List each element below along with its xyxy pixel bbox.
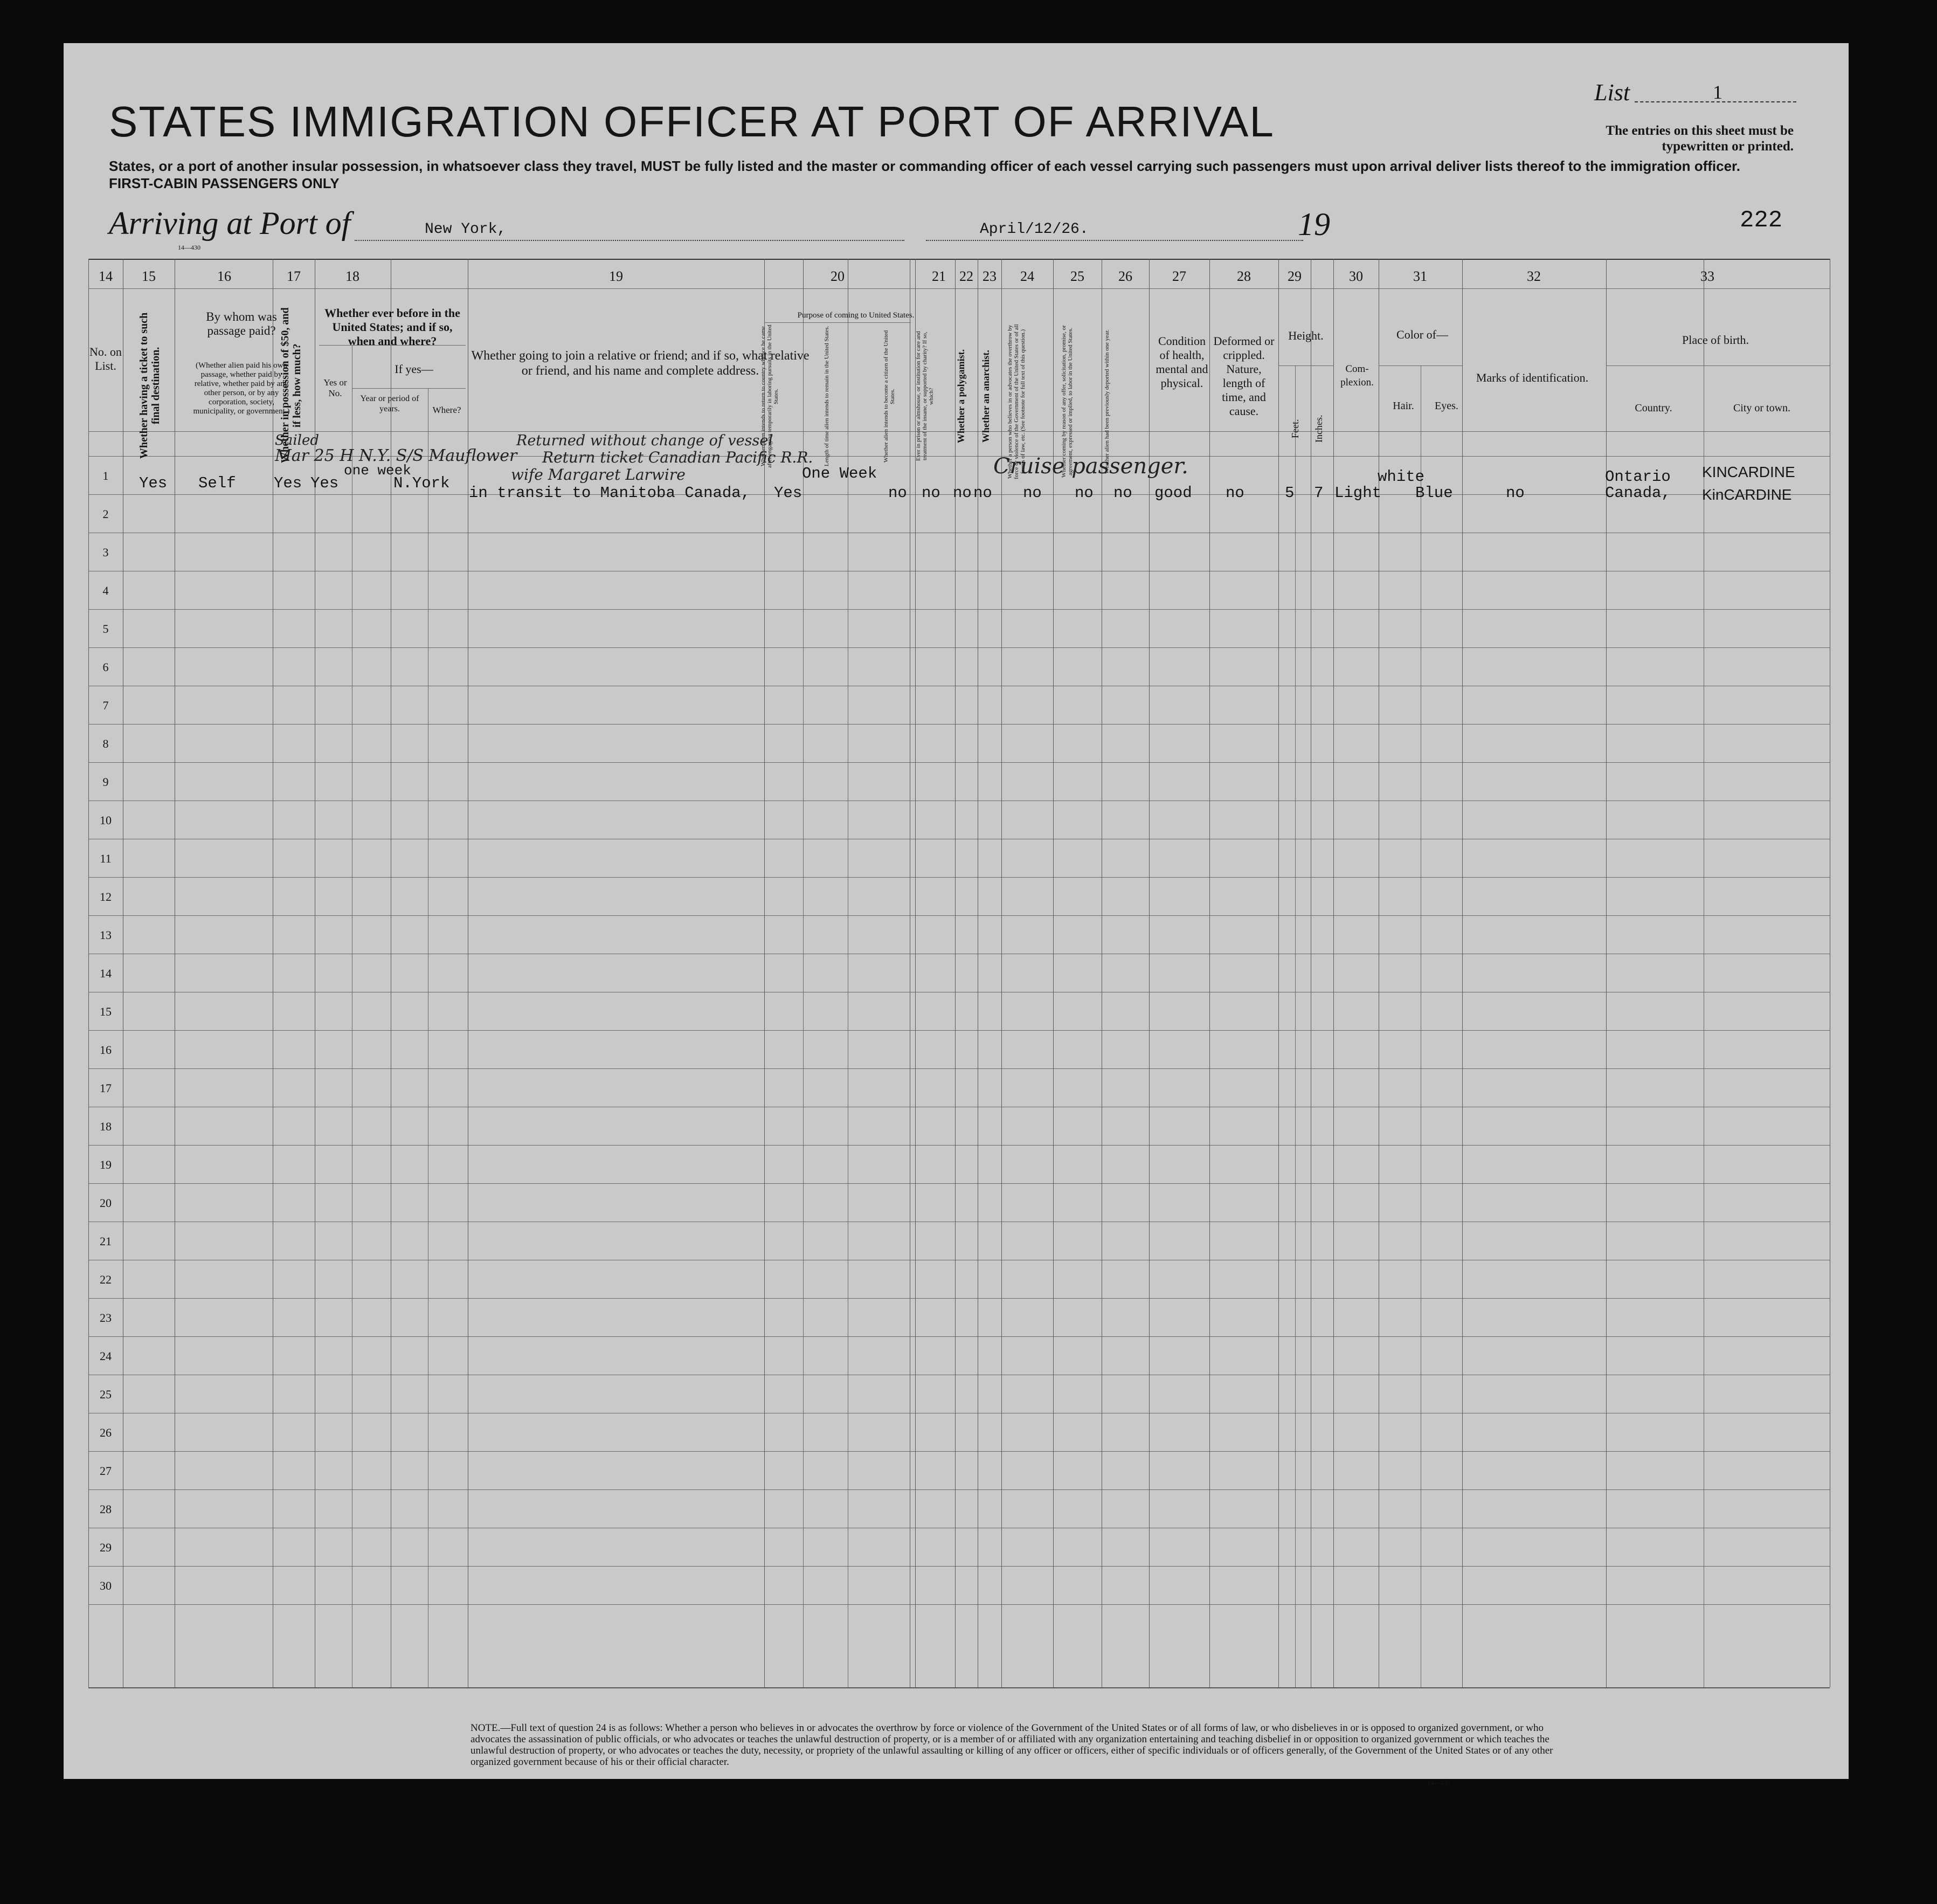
row-number: 25 xyxy=(100,1388,112,1401)
col16-note: (Whether alien paid his own passage, whether paid by relative, whether paid by any other person, or by any corporation, society, municipality, or government.) xyxy=(193,361,290,416)
column-number: 31 xyxy=(1413,268,1427,284)
entry-city-2: KinCARDINE xyxy=(1702,486,1792,503)
entry-paid-by: Self xyxy=(198,474,236,492)
column-rule xyxy=(1209,259,1210,1687)
col29-feet: Feet. xyxy=(1290,419,1300,438)
entry-citizen: no xyxy=(888,484,907,502)
row-rule xyxy=(88,1145,1830,1146)
entry-health: good xyxy=(1154,484,1192,502)
row-rule xyxy=(88,1068,1830,1069)
col33-city: City or town. xyxy=(1733,402,1791,414)
col18-where: Where? xyxy=(432,405,461,415)
row-rule xyxy=(88,915,1830,916)
col20-citizen: Whether alien intends to become a citizen of the United States. xyxy=(883,330,896,463)
entry-return-ticket: Return ticket Canadian Pacific R.R. xyxy=(542,449,813,466)
column-number: 29 xyxy=(1288,268,1302,284)
column-number: 28 xyxy=(1237,268,1251,284)
col32-header: Marks of identification. xyxy=(1476,371,1589,384)
col31-eyes: Eyes. xyxy=(1435,400,1458,412)
col18-year: Year or period of years. xyxy=(360,394,419,413)
entry-offer: no xyxy=(1075,484,1094,502)
col18-year-rule xyxy=(352,388,466,389)
row-rule xyxy=(88,724,1830,725)
row-number: 5 xyxy=(102,622,109,636)
column-number: 23 xyxy=(983,268,997,284)
column-number: 32 xyxy=(1527,268,1541,284)
entry-where: N.York xyxy=(393,474,450,492)
column-rule xyxy=(88,259,89,1687)
col29-inches: Inches. xyxy=(1313,415,1324,443)
column-rule xyxy=(764,259,765,1687)
column-number: 26 xyxy=(1118,268,1132,284)
col29-subrule xyxy=(1278,365,1333,366)
col29-subcol xyxy=(1295,365,1296,1687)
row-rule xyxy=(88,877,1830,878)
row-number: 17 xyxy=(100,1081,112,1095)
column-number: 16 xyxy=(217,268,231,284)
sheet-number: 222 xyxy=(1740,207,1783,234)
row-number: 20 xyxy=(100,1196,112,1210)
entry-country-2: Canada, xyxy=(1605,484,1671,502)
row-number: 13 xyxy=(100,928,112,942)
row-number: 27 xyxy=(100,1464,112,1478)
col25-header: Whether coming by reason of any offer, solicitation, promise, or agreement, expressed or implied, to labor in the United States. xyxy=(1061,325,1074,478)
row-number: 24 xyxy=(100,1349,112,1363)
col28-header: Deformed or crippled. Nature, length of time, and cause. xyxy=(1213,334,1275,418)
row-rule xyxy=(88,1336,1830,1337)
col31-header: Color of— xyxy=(1396,328,1448,341)
column-number: 21 xyxy=(932,268,946,284)
column-number: 25 xyxy=(1070,268,1084,284)
list-label: List xyxy=(1594,79,1630,106)
row-number: 29 xyxy=(100,1541,112,1554)
col18-yesno: Yes or No. xyxy=(323,377,347,398)
row-rule xyxy=(88,1183,1830,1184)
col33-header: Place of birth. xyxy=(1682,333,1749,347)
row-number: 21 xyxy=(100,1234,112,1248)
col33-subrule xyxy=(1606,365,1830,366)
row-number: 3 xyxy=(102,546,109,559)
column-number: 24 xyxy=(1020,268,1034,284)
entry-sailed-note: Sailed xyxy=(275,432,319,449)
row-rule xyxy=(88,647,1830,648)
column-number-rule xyxy=(88,288,1830,289)
entry-hair: white xyxy=(1378,468,1425,486)
row-number: 6 xyxy=(102,660,109,674)
row-rule xyxy=(88,609,1830,610)
col20-title: Purpose of coming to United States. xyxy=(797,311,915,320)
column-rule xyxy=(915,259,916,1687)
column-rule xyxy=(955,259,956,1687)
entry-marks: no xyxy=(1506,484,1525,502)
row-number: 12 xyxy=(100,890,112,903)
col20-length: Length of time alien intends to remain in the United States. xyxy=(824,326,830,467)
entry-deported: no xyxy=(1113,484,1132,502)
table-bottom-rule xyxy=(88,1687,1830,1688)
column-rule xyxy=(1462,259,1463,1687)
entry-period: one week xyxy=(344,463,411,479)
col15-header: Whether having a ticket to such final destination. xyxy=(138,312,162,459)
row-number: 8 xyxy=(102,737,109,750)
footnote-form-number: 14—430 xyxy=(1427,1779,1450,1786)
arriving-label: Arriving at Port of xyxy=(109,205,351,241)
typewritten-notice: The entries on this sheet must be typewritten or printed. xyxy=(1606,123,1794,154)
entry-inches: 7 xyxy=(1314,484,1324,502)
col14-header: No. on List. xyxy=(89,345,122,372)
entry-eyes: Blue xyxy=(1415,484,1453,502)
passenger-class: FIRST-CABIN PASSENGERS ONLY xyxy=(109,175,340,191)
entry-country-1: Ontario xyxy=(1605,468,1671,486)
column-number: 14 xyxy=(99,268,113,284)
entry-feet: 5 xyxy=(1285,484,1295,502)
column-number: 18 xyxy=(345,268,359,284)
row-number: 15 xyxy=(100,1005,112,1018)
column-number: 15 xyxy=(142,268,156,284)
column-number: 33 xyxy=(1700,268,1714,284)
column-number: 22 xyxy=(959,268,973,284)
row-number: 2 xyxy=(102,507,109,521)
instructions-text: States, or a port of another insular possession, in whatsoever class they travel, MUST be fully listed and the master or commanding officer of each vessel carrying such passengers must upon arrival deliver lists thereof to the immigration officer. xyxy=(109,158,1740,174)
date-value: April/12/26. xyxy=(980,221,1089,238)
row-number: 30 xyxy=(100,1579,112,1592)
entry-wife-note: wife Margaret Larwire xyxy=(511,466,686,484)
col29-header: Height. xyxy=(1288,329,1324,342)
row-number: 1 xyxy=(102,469,109,482)
page-title: STATES IMMIGRATION OFFICER AT PORT OF ARRIVAL xyxy=(109,98,1275,146)
entry-complexion: Light xyxy=(1334,484,1382,502)
row-number: 26 xyxy=(100,1426,112,1439)
column-number: 20 xyxy=(831,268,845,284)
row-rule xyxy=(88,1489,1830,1490)
col30-header: Com-plexion. xyxy=(1340,363,1374,388)
instructions xyxy=(109,157,1740,192)
header-top-rule xyxy=(88,259,1830,260)
col26-header: Whether alien had been previously deported within one year. xyxy=(1104,329,1110,474)
row-number: 4 xyxy=(102,584,109,597)
row-rule xyxy=(88,1298,1830,1299)
col27-header: Condition of health, mental and physical. xyxy=(1156,334,1208,390)
col33-country: Country. xyxy=(1635,402,1672,414)
column-rule xyxy=(1278,259,1279,1687)
col20-subrule xyxy=(764,322,911,323)
manifest-sheet xyxy=(64,43,1849,1786)
row-number: 28 xyxy=(100,1502,112,1516)
col20-subcol xyxy=(803,322,804,1687)
col21-header: Ever in prison or almshouse, or institution for care and treatment of the insane, or supported by charity? If so, which? xyxy=(915,331,935,461)
row-number: 22 xyxy=(100,1273,112,1286)
entry-prison: no xyxy=(922,484,940,502)
row-number: 14 xyxy=(100,967,112,980)
column-rule xyxy=(1333,259,1334,1687)
col18-ifyes: If yes— xyxy=(395,362,433,376)
entry-ever-before: Yes xyxy=(310,474,339,492)
entry-deformed: no xyxy=(1226,484,1244,502)
row-number: 23 xyxy=(100,1311,112,1324)
row-rule xyxy=(88,1030,1830,1031)
row-number: 16 xyxy=(100,1043,112,1057)
port-value: New York, xyxy=(425,221,507,238)
row-number: 18 xyxy=(100,1120,112,1133)
port-line xyxy=(355,240,904,241)
entry-sailed-detail: Mar 25 H N.Y. S/S Mauflower xyxy=(275,446,517,465)
entry-polygamist: no xyxy=(953,484,972,502)
row-rule xyxy=(88,762,1830,763)
row-number: 19 xyxy=(100,1158,112,1171)
row-rule xyxy=(88,1566,1830,1567)
entry-has-50: Yes xyxy=(274,474,302,492)
entry-return: Yes xyxy=(774,484,803,502)
year-prefix: 19 xyxy=(1298,206,1330,242)
entry-cruise-note: Cruise passenger. xyxy=(993,454,1188,479)
row-number: 7 xyxy=(102,699,109,712)
col31-hair: Hair. xyxy=(1393,400,1414,412)
entry-length: One Week xyxy=(802,465,877,482)
date-line xyxy=(926,240,1303,241)
col18-header: Whether ever before in the United States; and if so, when and where? xyxy=(324,306,460,348)
col22-header: Whether a polygamist. xyxy=(956,349,966,444)
row-rule xyxy=(88,1604,1830,1605)
row-rule xyxy=(88,1451,1830,1452)
entry-returned-note: Returned without change of vessel xyxy=(516,432,773,449)
entry-anarchist: no xyxy=(973,484,992,502)
footnote: NOTE.—Full text of question 24 is as follows: Whether a person who believes in or advocates the overthrow by force or violence of the Government of the United States or of all forms of law, or who disbelieves in or is opposed to organized government, or who advocates the assassination of public officials, or who advocates or teaches the unlawful destruction of property, or is a member of or affiliated with any organization entertaining and teaching disbelief in or opposition to organized government or which teaches the unlawful destruction of property, or who advocates or teaches the duty, necessity, or propriety of the unlawful assaulting or killing of any officer or officers, either of specific individuals or of officers generally, of the Government of the United States or of any other organized government because of his or their official character. xyxy=(471,1722,1553,1768)
column-number: 27 xyxy=(1172,268,1186,284)
col19-header: Whether going to join a relative or friend; and if so, what relative or friend, and his name and complete address. xyxy=(471,349,810,378)
col17-header: Whether in possession of $50, and if less, how much? xyxy=(279,307,303,464)
col20-return: Whether alien intends to return to country whence he came after engaging temporarily in laboring pursuits in the United States. xyxy=(760,325,779,468)
col23-header: Whether an anarchist. xyxy=(980,350,991,443)
col24-header: Whether a person who believes in or advocates the overthrow by force or violence of the Government of the United States or of all forms of law, etc. (See footnote for full text of this question.) xyxy=(1007,324,1026,479)
column-number: 30 xyxy=(1349,268,1363,284)
row-number: 11 xyxy=(100,852,112,865)
column-number: 19 xyxy=(609,268,623,284)
entry-ticket: Yes xyxy=(139,474,168,492)
row-number: 9 xyxy=(102,775,109,789)
entry-overthrow: no xyxy=(1023,484,1042,502)
col16-header: By whom was passage paid? xyxy=(206,310,277,337)
entry-going-to: in transit to Manitoba Canada, xyxy=(469,484,751,502)
entry-city-1: KINCARDINE xyxy=(1702,464,1795,480)
form-number: 14—430 xyxy=(178,244,200,251)
row-number: 10 xyxy=(100,813,112,827)
list-number: 1 xyxy=(1713,81,1722,103)
column-number: 17 xyxy=(287,268,301,284)
